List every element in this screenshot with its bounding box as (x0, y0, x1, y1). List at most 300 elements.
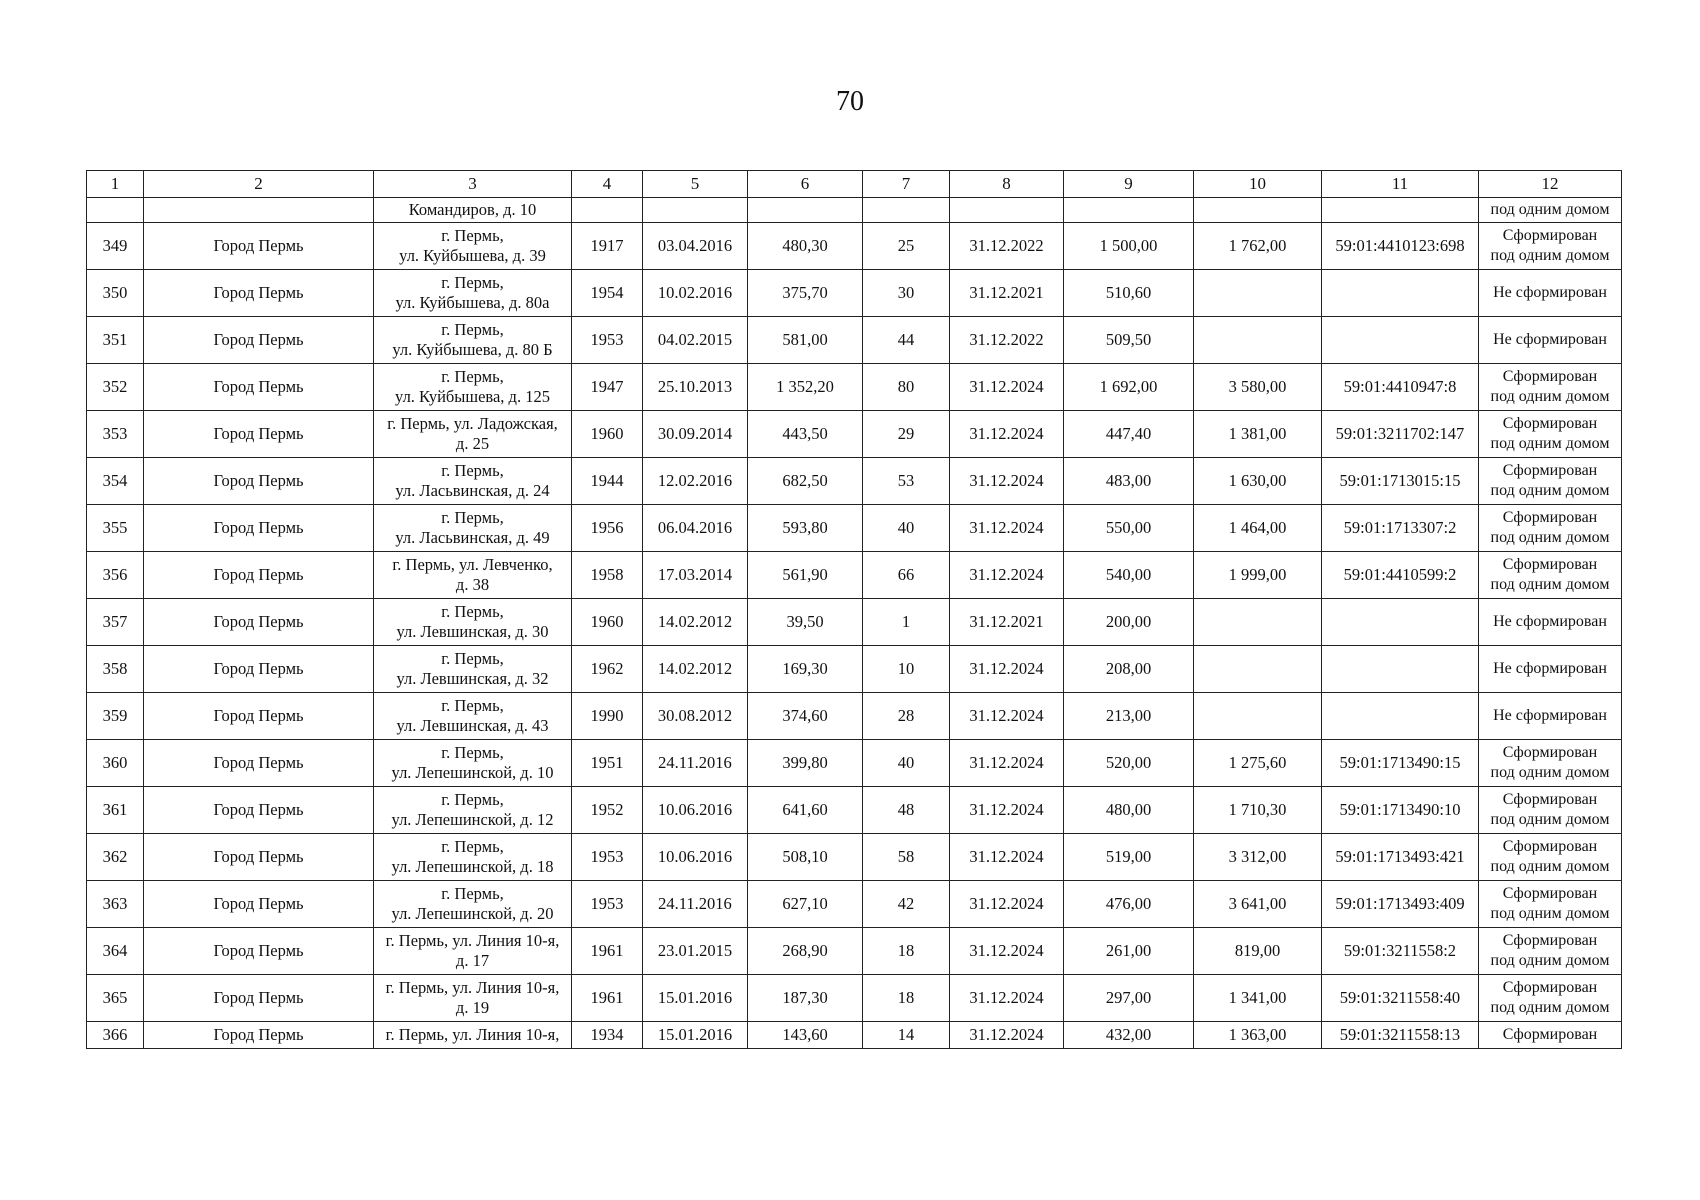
cadastre-number-cell (1322, 317, 1479, 364)
row-number: 351 (87, 317, 144, 364)
status-cell-line: под одним домом (1490, 811, 1610, 828)
row-number: 352 (87, 364, 144, 411)
date-cell: 10.06.2016 (643, 834, 748, 881)
plot-area-cell: 1 630,00 (1194, 458, 1322, 505)
plot-area-cell: 3 641,00 (1194, 881, 1322, 928)
row-number: 358 (87, 646, 144, 693)
cadastre-number-cell (1322, 599, 1479, 646)
address-cell-line: ул. Лепешинской, д. 20 (391, 904, 554, 923)
municipality-cell: Город Пермь (144, 458, 374, 505)
cadastre-number-cell: 59:01:3211558:13 (1322, 1022, 1479, 1049)
address-cell-line: ул. Куйбышева, д. 125 (395, 387, 550, 406)
status-cell (1479, 834, 1622, 881)
column-number: 11 (1322, 171, 1479, 198)
municipality-cell: Город Пермь (144, 834, 374, 881)
address-cell (374, 881, 572, 928)
address-cell-line: г. Пермь, ул. Левченко, (392, 555, 553, 574)
continued-address: Командиров, д. 10 (374, 198, 572, 223)
residents-cell: 14 (863, 1022, 950, 1049)
municipality-cell: Город Пермь (144, 928, 374, 975)
cadastre-number-cell (1322, 646, 1479, 693)
status-cell-line: Сформирован (1502, 368, 1598, 385)
column-number: 8 (950, 171, 1064, 198)
residents-cell: 40 (863, 740, 950, 787)
status-cell (1479, 928, 1622, 975)
address-cell-line: ул. Ласьвинская, д. 24 (395, 481, 550, 500)
status-cell-line: Сформирован (1502, 791, 1598, 808)
cadastre-number-cell: 59:01:1713015:15 (1322, 458, 1479, 505)
table-row (87, 317, 1622, 364)
address-cell-line: г. Пермь, (441, 884, 504, 903)
land-area-cell: 519,00 (1064, 834, 1194, 881)
table-row (87, 599, 1622, 646)
area-cell: 508,10 (748, 834, 863, 881)
area-cell: 480,30 (748, 223, 863, 270)
land-area-cell: 213,00 (1064, 693, 1194, 740)
status-cell-line: под одним домом (1490, 247, 1610, 264)
area-cell: 374,60 (748, 693, 863, 740)
status-cell (1479, 505, 1622, 552)
land-area-cell: 483,00 (1064, 458, 1194, 505)
column-number: 5 (643, 171, 748, 198)
plot-area-cell: 1 710,30 (1194, 787, 1322, 834)
status-cell-line: под одним домом (1490, 999, 1610, 1016)
column-number: 2 (144, 171, 374, 198)
table-row (87, 646, 1622, 693)
date-cell: 14.02.2012 (643, 646, 748, 693)
year-built-cell: 1953 (572, 881, 643, 928)
cadastre-number-cell: 59:01:1713493:421 (1322, 834, 1479, 881)
address-cell-line: ул. Куйбышева, д. 80 Б (392, 340, 553, 359)
address-cell-line: г. Пермь, (441, 461, 504, 480)
address-cell (374, 317, 572, 364)
land-area-cell: 208,00 (1064, 646, 1194, 693)
municipality-cell: Город Пермь (144, 270, 374, 317)
column-number: 4 (572, 171, 643, 198)
status-cell (1479, 740, 1622, 787)
table-row (87, 552, 1622, 599)
status-cell (1479, 458, 1622, 505)
area-cell: 627,10 (748, 881, 863, 928)
column-number: 10 (1194, 171, 1322, 198)
status-cell (1479, 552, 1622, 599)
municipality-cell: Город Пермь (144, 646, 374, 693)
status-cell-line: Не сформирован (1493, 613, 1607, 630)
address-cell-line: ул. Левшинская, д. 32 (396, 669, 549, 688)
table-row (87, 458, 1622, 505)
deadline-cell: 31.12.2024 (950, 834, 1064, 881)
date-cell: 30.08.2012 (643, 693, 748, 740)
year-built-cell: 1954 (572, 270, 643, 317)
row-number: 360 (87, 740, 144, 787)
residents-cell: 30 (863, 270, 950, 317)
table-row (87, 975, 1622, 1022)
address-cell-line: ул. Лепешинской, д. 12 (391, 810, 554, 829)
deadline-cell: 31.12.2024 (950, 693, 1064, 740)
cadastre-number-cell: 59:01:3211558:2 (1322, 928, 1479, 975)
land-area-cell: 200,00 (1064, 599, 1194, 646)
land-area-cell: 510,60 (1064, 270, 1194, 317)
address-cell (374, 928, 572, 975)
municipality-cell: Город Пермь (144, 740, 374, 787)
address-cell-line: г. Пермь, (441, 367, 504, 386)
residents-cell: 80 (863, 364, 950, 411)
date-cell: 24.11.2016 (643, 881, 748, 928)
column-number: 6 (748, 171, 863, 198)
address-cell-line: г. Пермь, ул. Линия 10-я, (385, 931, 560, 950)
plot-area-cell: 1 762,00 (1194, 223, 1322, 270)
housing-table (86, 170, 1622, 1049)
table-row (87, 693, 1622, 740)
residents-cell: 48 (863, 787, 950, 834)
deadline-cell: 31.12.2022 (950, 317, 1064, 364)
year-built-cell: 1953 (572, 834, 643, 881)
area-cell: 399,80 (748, 740, 863, 787)
address-cell (374, 364, 572, 411)
address-cell-line: г. Пермь, (441, 743, 504, 762)
year-built-cell: 1958 (572, 552, 643, 599)
row-number: 366 (87, 1022, 144, 1049)
deadline-cell: 31.12.2024 (950, 505, 1064, 552)
date-cell: 03.04.2016 (643, 223, 748, 270)
address-cell (374, 646, 572, 693)
address-cell-line: ул. Левшинская, д. 30 (396, 622, 549, 641)
date-cell: 04.02.2015 (643, 317, 748, 364)
land-area-cell: 509,50 (1064, 317, 1194, 364)
row-number: 365 (87, 975, 144, 1022)
status-cell-line: под одним домом (1490, 576, 1610, 593)
area-cell: 682,50 (748, 458, 863, 505)
land-area-cell: 550,00 (1064, 505, 1194, 552)
table-row (87, 787, 1622, 834)
date-cell: 06.04.2016 (643, 505, 748, 552)
date-cell: 23.01.2015 (643, 928, 748, 975)
deadline-cell: 31.12.2021 (950, 270, 1064, 317)
residents-cell: 10 (863, 646, 950, 693)
status-cell-line: под одним домом (1490, 764, 1610, 781)
year-built-cell: 1961 (572, 975, 643, 1022)
address-cell-line: г. Пермь, (441, 273, 504, 292)
address-cell-line: ул. Ласьвинская, д. 49 (395, 528, 550, 547)
status-cell (1479, 975, 1622, 1022)
residents-cell: 40 (863, 505, 950, 552)
land-area-cell: 480,00 (1064, 787, 1194, 834)
residents-cell: 28 (863, 693, 950, 740)
municipality-cell: Город Пермь (144, 364, 374, 411)
status-cell-line: Сформирован (1502, 744, 1598, 761)
plot-area-cell (1194, 693, 1322, 740)
address-cell (374, 505, 572, 552)
municipality-cell: Город Пермь (144, 693, 374, 740)
date-cell: 10.06.2016 (643, 787, 748, 834)
status-cell (1479, 223, 1622, 270)
deadline-cell: 31.12.2024 (950, 975, 1064, 1022)
date-cell: 14.02.2012 (643, 599, 748, 646)
table-row (87, 223, 1622, 270)
status-cell-line: Сформирован (1502, 979, 1598, 996)
residents-cell: 29 (863, 411, 950, 458)
row-number: 361 (87, 787, 144, 834)
table-row (87, 364, 1622, 411)
land-area-cell: 520,00 (1064, 740, 1194, 787)
status-cell-line: под одним домом (1490, 388, 1610, 405)
date-cell: 17.03.2014 (643, 552, 748, 599)
land-area-cell: 447,40 (1064, 411, 1194, 458)
municipality-cell: Город Пермь (144, 552, 374, 599)
status-cell-line: Не сформирован (1493, 284, 1607, 301)
year-built-cell: 1962 (572, 646, 643, 693)
status-cell-line: Сформирован (1502, 462, 1598, 479)
table-row (87, 928, 1622, 975)
status-cell (1479, 411, 1622, 458)
cadastre-number-cell (1322, 270, 1479, 317)
status-cell-line: под одним домом (1490, 858, 1610, 875)
municipality-cell: Город Пермь (144, 1022, 374, 1049)
address-cell-line: г. Пермь, (441, 602, 504, 621)
year-built-cell: 1953 (572, 317, 643, 364)
residents-cell: 58 (863, 834, 950, 881)
area-cell: 443,50 (748, 411, 863, 458)
address-cell (374, 787, 572, 834)
area-cell: 581,00 (748, 317, 863, 364)
residents-cell: 53 (863, 458, 950, 505)
area-cell: 561,90 (748, 552, 863, 599)
address-cell-line: д. 17 (455, 951, 490, 970)
date-cell: 15.01.2016 (643, 975, 748, 1022)
cadastre-number-cell: 59:01:3211558:40 (1322, 975, 1479, 1022)
date-cell: 25.10.2013 (643, 364, 748, 411)
address-cell (374, 411, 572, 458)
cadastre-number-cell: 59:01:1713490:15 (1322, 740, 1479, 787)
deadline-cell: 31.12.2024 (950, 881, 1064, 928)
plot-area-cell: 1 464,00 (1194, 505, 1322, 552)
address-cell-line: д. 25 (455, 434, 490, 453)
area-cell: 268,90 (748, 928, 863, 975)
address-cell (374, 693, 572, 740)
address-cell (374, 458, 572, 505)
column-number: 9 (1064, 171, 1194, 198)
address-cell-line: г. Пермь, (441, 837, 504, 856)
address-cell-line: ул. Куйбышева, д. 80а (395, 293, 550, 312)
residents-cell: 25 (863, 223, 950, 270)
row-number: 353 (87, 411, 144, 458)
address-cell-line: г. Пермь, (441, 508, 504, 527)
area-cell: 593,80 (748, 505, 863, 552)
cadastre-number-cell: 59:01:4410123:698 (1322, 223, 1479, 270)
residents-cell: 18 (863, 975, 950, 1022)
land-area-cell: 476,00 (1064, 881, 1194, 928)
address-cell (374, 223, 572, 270)
municipality-cell: Город Пермь (144, 411, 374, 458)
address-cell-line: г. Пермь, (441, 320, 504, 339)
row-number: 354 (87, 458, 144, 505)
address-cell-line: г. Пермь, ул. Линия 10-я, (385, 978, 560, 997)
year-built-cell: 1951 (572, 740, 643, 787)
plot-area-cell: 1 381,00 (1194, 411, 1322, 458)
municipality-cell: Город Пермь (144, 787, 374, 834)
table-row (87, 1022, 1622, 1049)
residents-cell: 44 (863, 317, 950, 364)
table-row (87, 411, 1622, 458)
date-cell: 10.02.2016 (643, 270, 748, 317)
year-built-cell: 1960 (572, 599, 643, 646)
area-cell: 1 352,20 (748, 364, 863, 411)
address-cell-line: ул. Левшинская, д. 43 (396, 716, 549, 735)
status-cell (1479, 646, 1622, 693)
year-built-cell: 1944 (572, 458, 643, 505)
municipality-cell: Город Пермь (144, 881, 374, 928)
year-built-cell: 1961 (572, 928, 643, 975)
row-number: 355 (87, 505, 144, 552)
status-cell-line: Сформирован (1502, 838, 1598, 855)
status-cell-line: Не сформирован (1493, 707, 1607, 724)
plot-area-cell: 819,00 (1194, 928, 1322, 975)
column-number: 1 (87, 171, 144, 198)
status-cell-line: Сформирован (1502, 415, 1598, 432)
address-cell-line: г. Пермь, ул. Ладожская, (387, 414, 558, 433)
status-cell-line: под одним домом (1490, 482, 1610, 499)
address-cell-line: д. 38 (455, 575, 490, 594)
table-body (87, 171, 1622, 1049)
land-area-cell: 297,00 (1064, 975, 1194, 1022)
deadline-cell: 31.12.2024 (950, 552, 1064, 599)
plot-area-cell (1194, 646, 1322, 693)
area-cell: 641,60 (748, 787, 863, 834)
deadline-cell: 31.12.2024 (950, 364, 1064, 411)
area-cell: 143,60 (748, 1022, 863, 1049)
municipality-cell: Город Пермь (144, 505, 374, 552)
status-cell (1479, 1022, 1622, 1049)
land-area-cell: 540,00 (1064, 552, 1194, 599)
address-cell-line: г. Пермь, ул. Линия 10-я, (385, 1025, 560, 1044)
row-number: 363 (87, 881, 144, 928)
deadline-cell: 31.12.2021 (950, 599, 1064, 646)
status-cell-line: Сформирован (1502, 885, 1598, 902)
municipality-cell: Город Пермь (144, 317, 374, 364)
status-cell (1479, 364, 1622, 411)
deadline-cell: 31.12.2024 (950, 646, 1064, 693)
column-number: 12 (1479, 171, 1622, 198)
address-cell-line: д. 19 (455, 998, 490, 1017)
status-cell (1479, 881, 1622, 928)
deadline-cell: 31.12.2024 (950, 928, 1064, 975)
cadastre-number-cell: 59:01:1713490:10 (1322, 787, 1479, 834)
residents-cell: 42 (863, 881, 950, 928)
row-number: 356 (87, 552, 144, 599)
deadline-cell: 31.12.2024 (950, 1022, 1064, 1049)
land-area-cell: 432,00 (1064, 1022, 1194, 1049)
address-cell-line: г. Пермь, (441, 649, 504, 668)
status-cell-line: Сформирован (1502, 509, 1598, 526)
cadastre-number-cell: 59:01:1713493:409 (1322, 881, 1479, 928)
municipality-cell: Город Пермь (144, 223, 374, 270)
table-row (87, 505, 1622, 552)
address-cell (374, 834, 572, 881)
cadastre-number-cell: 59:01:1713307:2 (1322, 505, 1479, 552)
residents-cell: 1 (863, 599, 950, 646)
land-area-cell: 1 500,00 (1064, 223, 1194, 270)
status-cell (1479, 787, 1622, 834)
plot-area-cell (1194, 317, 1322, 364)
address-cell-line: г. Пермь, (441, 790, 504, 809)
residents-cell: 66 (863, 552, 950, 599)
residents-cell: 18 (863, 928, 950, 975)
row-number: 349 (87, 223, 144, 270)
date-cell: 24.11.2016 (643, 740, 748, 787)
row-number: 357 (87, 599, 144, 646)
address-cell (374, 270, 572, 317)
address-cell-line: ул. Лепешинской, д. 10 (391, 763, 554, 782)
plot-area-cell: 3 580,00 (1194, 364, 1322, 411)
row-number: 362 (87, 834, 144, 881)
status-cell (1479, 599, 1622, 646)
status-cell (1479, 693, 1622, 740)
municipality-cell: Город Пермь (144, 599, 374, 646)
plot-area-cell (1194, 270, 1322, 317)
area-cell: 169,30 (748, 646, 863, 693)
status-cell-line: под одним домом (1490, 905, 1610, 922)
municipality-cell: Город Пермь (144, 975, 374, 1022)
year-built-cell: 1947 (572, 364, 643, 411)
row-number: 364 (87, 928, 144, 975)
land-area-cell: 261,00 (1064, 928, 1194, 975)
status-cell-line: Сформирован (1502, 227, 1598, 244)
status-cell-line: Сформирован (1502, 1026, 1598, 1043)
year-built-cell: 1934 (572, 1022, 643, 1049)
area-cell: 375,70 (748, 270, 863, 317)
plot-area-cell: 1 999,00 (1194, 552, 1322, 599)
year-built-cell: 1990 (572, 693, 643, 740)
row-number: 350 (87, 270, 144, 317)
row-number: 359 (87, 693, 144, 740)
cadastre-number-cell (1322, 693, 1479, 740)
table-row (87, 834, 1622, 881)
cadastre-number-cell: 59:01:4410599:2 (1322, 552, 1479, 599)
status-cell-line: Сформирован (1502, 932, 1598, 949)
address-cell-line: г. Пермь, (441, 696, 504, 715)
address-cell (374, 552, 572, 599)
table-row (87, 740, 1622, 787)
continued-status: под одним домом (1479, 198, 1622, 223)
continuation-row (87, 198, 1622, 223)
deadline-cell: 31.12.2024 (950, 740, 1064, 787)
page-number: 70 (836, 86, 864, 117)
table-row (87, 881, 1622, 928)
status-cell (1479, 270, 1622, 317)
plot-area-cell (1194, 599, 1322, 646)
year-built-cell: 1956 (572, 505, 643, 552)
address-cell (374, 599, 572, 646)
date-cell: 12.02.2016 (643, 458, 748, 505)
status-cell-line: Сформирован (1502, 556, 1598, 573)
status-cell-line: Не сформирован (1493, 331, 1607, 348)
plot-area-cell: 1 363,00 (1194, 1022, 1322, 1049)
address-cell (374, 975, 572, 1022)
status-cell-line: под одним домом (1490, 529, 1610, 546)
deadline-cell: 31.12.2024 (950, 787, 1064, 834)
deadline-cell: 31.12.2024 (950, 458, 1064, 505)
plot-area-cell: 1 341,00 (1194, 975, 1322, 1022)
year-built-cell: 1917 (572, 223, 643, 270)
plot-area-cell: 1 275,60 (1194, 740, 1322, 787)
cadastre-number-cell: 59:01:4410947:8 (1322, 364, 1479, 411)
area-cell: 187,30 (748, 975, 863, 1022)
date-cell: 30.09.2014 (643, 411, 748, 458)
date-cell: 15.01.2016 (643, 1022, 748, 1049)
deadline-cell: 31.12.2024 (950, 411, 1064, 458)
area-cell: 39,50 (748, 599, 863, 646)
year-built-cell: 1960 (572, 411, 643, 458)
